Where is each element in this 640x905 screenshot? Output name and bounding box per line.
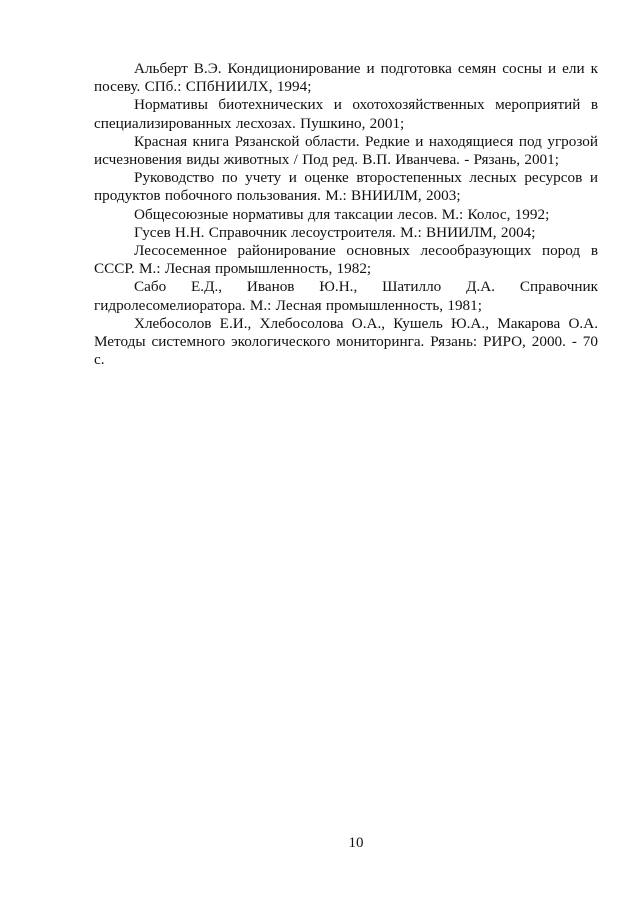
reference-item: Лесосеменное районирование основных лесообразующих пород в СССР. М.: Лесная промышленность, 1982; (94, 242, 598, 278)
reference-item: Альберт В.Э. Кондиционирование и подготовка семян сосны и ели к посеву. СПб.: СПбНИИЛХ, 1994; (94, 60, 598, 96)
reference-item: Красная книга Рязанской области. Редкие и находящиеся под угрозой исчезновения виды животных / Под ред. В.П. Иванчева. - Рязань, 2001; (94, 132, 598, 169)
reference-list (94, 60, 598, 369)
reference-item: Хлебосолов Е.И., Хлебосолова О.А., Кушель Ю.А., Макарова О.А. Методы системного экологического мониторинга. Рязань: РИРО, 2000. - 70 с. (94, 314, 598, 369)
reference-item: Руководство по учету и оценке второстепенных лесных ресурсов и продуктов побочного пользования. М.: ВНИИЛМ, 2003; (94, 169, 598, 205)
reference-item: Нормативы биотехнических и охотохозяйственных мероприятий в специализированных лесхозах. Пушкино, 2001; (94, 96, 598, 132)
page-number: 10 (348, 835, 364, 851)
reference-item: Сабо Е.Д., Иванов Ю.Н., Шатилло Д.А. Справочник гидролесомелиоратора. М.: Лесная промышленность, 1981; (94, 278, 598, 314)
reference-item: Общесоюзные нормативы для таксации лесов. М.: Колос, 1992; (134, 205, 550, 223)
reference-item: Гусев Н.Н. Справочник лесоустроителя. М.: ВНИИЛМ, 2004; (134, 223, 536, 241)
